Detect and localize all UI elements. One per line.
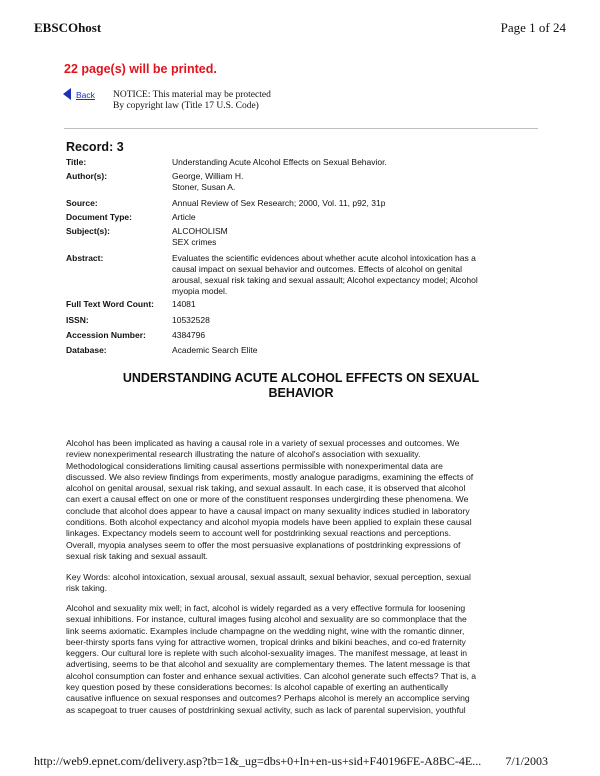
text-line: as scapegoat to truer causes of postdrinking sexual activity, such as lack of parental supervision, youthful (66, 704, 466, 715)
header-source: EBSCOhost (34, 20, 102, 35)
field-value-line: Understanding Acute Alcohol Effects on Sexual Behavior. (172, 157, 387, 167)
text-line: can exert a causal effect on one or more of the constituent responses undergirding these phenomena. We (66, 494, 469, 505)
field-value-line: arousal, sexual risk taking and sexual assault; Alcohol expectancy model; Alcohol (172, 275, 478, 285)
field-value-document-type (172, 212, 532, 223)
field-value-line: SEX crimes (172, 237, 217, 247)
field-label-accession-number: Accession Number: (66, 330, 146, 340)
field-value-source (172, 198, 532, 209)
body-paragraph (66, 603, 536, 716)
text-line: Alcohol has been implicated as having a causal role in a variety of sexual processes and outcomes. We (66, 438, 460, 448)
field-value-line: ALCOHOLISM (172, 226, 228, 236)
field-label-subjects: Subject(s): (66, 226, 110, 236)
copyright-notice (113, 90, 271, 112)
text-line: risk taking. (66, 583, 108, 594)
text-line: Alcohol and sexuality mix well; in fact, alcohol is widely regarded as a very effective formula for loosening (66, 603, 466, 613)
text-line: Overall, myopia analyses seem to offer the most persuasive explanations of postdrinking expressions of (66, 539, 461, 550)
field-value-title (172, 157, 532, 168)
field-label-source: Source: (66, 198, 98, 208)
field-value-line: Academic Search Elite (172, 345, 258, 355)
field-value-line: causal impact on sexual behavior and outcomes. Effects of alcohol on genital (172, 264, 462, 274)
field-label-database: Database: (66, 345, 107, 355)
text-line: conditions. Both alcohol expectancy and alcohol myopia models have been applied to explain these causal (66, 517, 472, 528)
article-title (64, 371, 538, 401)
footer-date: 7/1/2003 (505, 754, 548, 768)
field-value-database (172, 345, 532, 356)
copyright-notice-line: By copyright law (Title 17 U.S. Code) (113, 101, 259, 111)
page-indicator: Page 1 of 24 (500, 20, 566, 35)
field-label-abstract: Abstract: (66, 253, 104, 263)
back-arrow-icon[interactable] (63, 88, 71, 100)
field-value-line: myopia model. (172, 286, 228, 296)
text-line: discussed. We also review findings from experiments, mostly analogue paradigms, examining the effects of (66, 471, 474, 482)
text-line: linkages. Expectancy models seem to account well for postdrinking sexual reactions and perceptions. (66, 528, 452, 539)
divider (64, 128, 538, 129)
field-value-subjects (172, 226, 532, 248)
field-label-word-count: Full Text Word Count: (66, 299, 154, 309)
text-line: beer-thirsty sports fans vying for attractive women, tropical drinks and bikini beaches, and co-ed fraternity (66, 636, 466, 647)
text-line: alcohol on genital arousal, sexual risk taking, and sexual assault. In each case, it is observed that alcohol (66, 483, 466, 494)
text-line: Key Words: alcohol intoxication, sexual arousal, sexual assault, sexual behavior, sexual perception, sexual (66, 572, 471, 582)
back-link[interactable]: Back (76, 90, 95, 100)
field-label-document-type: Document Type: (66, 212, 132, 222)
field-value-authors (172, 171, 532, 193)
text-line: key question posed by these considerations becomes: Is alcohol capable of exerting an authentically (66, 682, 449, 693)
text-line: Methodological considerations limiting causal assertions permissible with nonexperimental data are (66, 460, 443, 471)
abstract-paragraph (66, 438, 536, 562)
field-value-issn (172, 315, 532, 326)
field-value-line: Evaluates the scientific evidences about whether acute alcohol intoxication has a (172, 253, 476, 263)
text-line: sexual inhibitions. For instance, cultural images fusing alcohol and sexuality are so commonplace that the (66, 614, 467, 625)
copyright-notice-line: NOTICE: This material may be protected (113, 90, 271, 100)
field-value-abstract (172, 253, 532, 297)
field-value-line: Annual Review of Sex Research; 2000, Vol. 11, p92, 31p (172, 198, 386, 208)
text-line: conclude that alcohol does appear to have a causal impact on many sexuality indices studied in laboratory (66, 505, 470, 516)
field-label-issn: ISSN: (66, 315, 89, 325)
footer-url: http://web9.epnet.com/delivery.asp?tb=1&_ug=dbs+0+ln+en-us+sid+F40196FE-A8BC-4E... (34, 754, 482, 768)
field-value-line: Stoner, Susan A. (172, 182, 236, 192)
field-value-line: 14081 (172, 299, 196, 309)
text-line: link seems axiomatic. Examples include champagne on the wedding night, wine with the romantic dinner, (66, 625, 465, 636)
text-line: review nonexperimental research illustrating the nature of alcohol's association with sexuality. (66, 449, 421, 460)
text-line: sexual risk taking and sexual assault. (66, 550, 208, 561)
print-notice: 22 page(s) will be printed. (64, 62, 217, 76)
field-value-line: Article (172, 212, 196, 222)
text-line: causative influence on sexual responses and outcomes? Perhaps alcohol is merely an accomplice serving (66, 693, 470, 704)
record-heading: Record: 3 (66, 140, 124, 154)
article-title-line: UNDERSTANDING ACUTE ALCOHOL EFFECTS ON SEXUAL (122, 371, 480, 385)
key-words-paragraph (66, 572, 536, 595)
field-value-word-count (172, 299, 532, 310)
field-value-line: George, William H. (172, 171, 244, 181)
field-value-line: 4384796 (172, 330, 206, 340)
article-title-line: BEHAVIOR (268, 386, 334, 400)
field-label-title: Title: (66, 157, 87, 167)
field-label-authors: Author(s): (66, 171, 108, 181)
field-value-accession-number (172, 330, 532, 341)
text-line: keggers. Our cultural lore is replete with such alcohol-sexuality images. The manifest message, at least in (66, 648, 468, 659)
text-line: advertising, seems to be that alcohol and sexuality are complementary themes. The latent message is that (66, 659, 470, 670)
field-value-line: 10532528 (172, 315, 210, 325)
text-line: alcohol consumption can foster and enhance sexual activities. Can alcohol generate such effects? That is, a (66, 670, 477, 681)
